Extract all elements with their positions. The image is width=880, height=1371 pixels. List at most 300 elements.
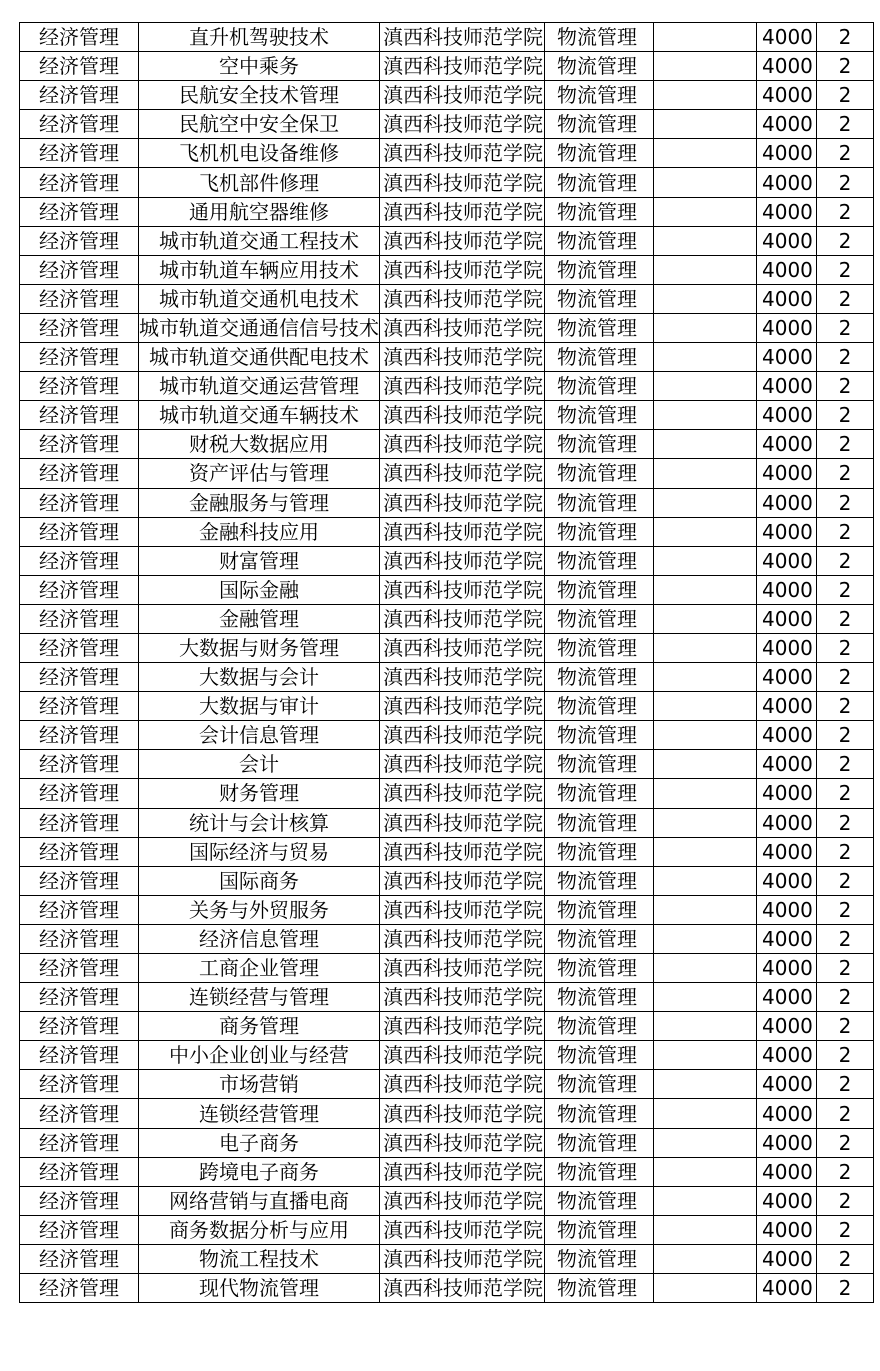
- fee-cell: 4000: [757, 721, 817, 750]
- blank-cell: [654, 546, 757, 575]
- fee-cell: 4000: [757, 692, 817, 721]
- major-cell: 财税大数据应用: [139, 430, 380, 459]
- school-cell: 滇西科技师范学院: [380, 23, 545, 52]
- fee-cell: 4000: [757, 983, 817, 1012]
- blank-cell: [654, 954, 757, 983]
- fee-cell: 4000: [757, 313, 817, 342]
- sub-major-cell: 物流管理: [545, 52, 654, 81]
- years-cell: 2: [817, 226, 874, 255]
- table-row: [20, 459, 874, 488]
- table-row: [20, 488, 874, 517]
- category-cell: 经济管理: [20, 110, 139, 139]
- blank-cell: [654, 372, 757, 401]
- sub-major-cell: 物流管理: [545, 1157, 654, 1186]
- category-cell: 经济管理: [20, 546, 139, 575]
- fee-cell: 4000: [757, 866, 817, 895]
- blank-cell: [654, 81, 757, 110]
- category-cell: 经济管理: [20, 721, 139, 750]
- fee-cell: 4000: [757, 517, 817, 546]
- school-cell: 滇西科技师范学院: [380, 110, 545, 139]
- years-cell: 2: [817, 1099, 874, 1128]
- years-cell: 2: [817, 1128, 874, 1157]
- fee-cell: 4000: [757, 895, 817, 924]
- years-cell: 2: [817, 284, 874, 313]
- major-cell: 国际经济与贸易: [139, 837, 380, 866]
- blank-cell: [654, 139, 757, 168]
- years-cell: 2: [817, 663, 874, 692]
- fee-cell: 4000: [757, 343, 817, 372]
- category-cell: 经济管理: [20, 779, 139, 808]
- school-cell: 滇西科技师范学院: [380, 721, 545, 750]
- major-cell: 飞机部件修理: [139, 168, 380, 197]
- years-cell: 2: [817, 52, 874, 81]
- table-row: [20, 343, 874, 372]
- table-row: [20, 954, 874, 983]
- school-cell: 滇西科技师范学院: [380, 255, 545, 284]
- table-row: [20, 895, 874, 924]
- years-cell: 2: [817, 430, 874, 459]
- school-cell: 滇西科技师范学院: [380, 663, 545, 692]
- category-cell: 经济管理: [20, 313, 139, 342]
- major-cell: 连锁经营与管理: [139, 983, 380, 1012]
- school-cell: 滇西科技师范学院: [380, 750, 545, 779]
- fee-cell: 4000: [757, 284, 817, 313]
- major-cell: 金融科技应用: [139, 517, 380, 546]
- category-cell: 经济管理: [20, 1099, 139, 1128]
- sub-major-cell: 物流管理: [545, 1099, 654, 1128]
- blank-cell: [654, 226, 757, 255]
- table-row: [20, 23, 874, 52]
- sub-major-cell: 物流管理: [545, 779, 654, 808]
- major-cell: 会计信息管理: [139, 721, 380, 750]
- table-row: [20, 924, 874, 953]
- fee-cell: 4000: [757, 197, 817, 226]
- fee-cell: 4000: [757, 81, 817, 110]
- major-cell: 直升机驾驶技术: [139, 23, 380, 52]
- major-cell: 大数据与审计: [139, 692, 380, 721]
- category-cell: 经济管理: [20, 459, 139, 488]
- sub-major-cell: 物流管理: [545, 1012, 654, 1041]
- years-cell: 2: [817, 1041, 874, 1070]
- school-cell: 滇西科技师范学院: [380, 197, 545, 226]
- sub-major-cell: 物流管理: [545, 1215, 654, 1244]
- category-cell: 经济管理: [20, 401, 139, 430]
- blank-cell: [654, 983, 757, 1012]
- blank-cell: [654, 750, 757, 779]
- sub-major-cell: 物流管理: [545, 808, 654, 837]
- school-cell: 滇西科技师范学院: [380, 1157, 545, 1186]
- fee-cell: 4000: [757, 633, 817, 662]
- fee-cell: 4000: [757, 372, 817, 401]
- fee-cell: 4000: [757, 546, 817, 575]
- years-cell: 2: [817, 837, 874, 866]
- years-cell: 2: [817, 1274, 874, 1303]
- major-cell: 经济信息管理: [139, 924, 380, 953]
- years-cell: 2: [817, 517, 874, 546]
- category-cell: 经济管理: [20, 517, 139, 546]
- table-row: [20, 284, 874, 313]
- fee-cell: 4000: [757, 663, 817, 692]
- major-cell: 大数据与会计: [139, 663, 380, 692]
- school-cell: 滇西科技师范学院: [380, 808, 545, 837]
- table-row: [20, 313, 874, 342]
- blank-cell: [654, 633, 757, 662]
- school-cell: 滇西科技师范学院: [380, 168, 545, 197]
- blank-cell: [654, 1186, 757, 1215]
- school-cell: 滇西科技师范学院: [380, 226, 545, 255]
- category-cell: 经济管理: [20, 430, 139, 459]
- fee-cell: 4000: [757, 750, 817, 779]
- category-cell: 经济管理: [20, 954, 139, 983]
- major-cell: 民航空中安全保卫: [139, 110, 380, 139]
- years-cell: 2: [817, 808, 874, 837]
- years-cell: 2: [817, 604, 874, 633]
- school-cell: 滇西科技师范学院: [380, 866, 545, 895]
- school-cell: 滇西科技师范学院: [380, 488, 545, 517]
- fee-cell: 4000: [757, 52, 817, 81]
- enrollment-table-body: [20, 23, 874, 1303]
- school-cell: 滇西科技师范学院: [380, 313, 545, 342]
- table-row: [20, 517, 874, 546]
- major-cell: 城市轨道交通机电技术: [139, 284, 380, 313]
- category-cell: 经济管理: [20, 139, 139, 168]
- sub-major-cell: 物流管理: [545, 983, 654, 1012]
- years-cell: 2: [817, 1157, 874, 1186]
- sub-major-cell: 物流管理: [545, 895, 654, 924]
- table-row: [20, 1128, 874, 1157]
- major-cell: 商务管理: [139, 1012, 380, 1041]
- sub-major-cell: 物流管理: [545, 23, 654, 52]
- sub-major-cell: 物流管理: [545, 226, 654, 255]
- table-row: [20, 808, 874, 837]
- major-cell: 大数据与财务管理: [139, 633, 380, 662]
- sub-major-cell: 物流管理: [545, 284, 654, 313]
- table-row: [20, 1099, 874, 1128]
- sub-major-cell: 物流管理: [545, 866, 654, 895]
- major-cell: 国际商务: [139, 866, 380, 895]
- school-cell: 滇西科技师范学院: [380, 837, 545, 866]
- major-cell: 跨境电子商务: [139, 1157, 380, 1186]
- category-cell: 经济管理: [20, 808, 139, 837]
- blank-cell: [654, 692, 757, 721]
- fee-cell: 4000: [757, 139, 817, 168]
- table-row: [20, 1070, 874, 1099]
- major-cell: 城市轨道交通通信信号技术: [139, 313, 380, 342]
- school-cell: 滇西科技师范学院: [380, 924, 545, 953]
- major-cell: 国际金融: [139, 575, 380, 604]
- category-cell: 经济管理: [20, 983, 139, 1012]
- school-cell: 滇西科技师范学院: [380, 983, 545, 1012]
- years-cell: 2: [817, 692, 874, 721]
- fee-cell: 4000: [757, 779, 817, 808]
- major-cell: 资产评估与管理: [139, 459, 380, 488]
- sub-major-cell: 物流管理: [545, 401, 654, 430]
- sub-major-cell: 物流管理: [545, 721, 654, 750]
- sub-major-cell: 物流管理: [545, 1274, 654, 1303]
- school-cell: 滇西科技师范学院: [380, 52, 545, 81]
- blank-cell: [654, 459, 757, 488]
- table-row: [20, 837, 874, 866]
- blank-cell: [654, 1157, 757, 1186]
- fee-cell: 4000: [757, 168, 817, 197]
- sub-major-cell: 物流管理: [545, 168, 654, 197]
- major-cell: 飞机机电设备维修: [139, 139, 380, 168]
- major-cell: 城市轨道交通供配电技术: [139, 343, 380, 372]
- category-cell: 经济管理: [20, 663, 139, 692]
- school-cell: 滇西科技师范学院: [380, 1099, 545, 1128]
- blank-cell: [654, 23, 757, 52]
- table-row: [20, 430, 874, 459]
- major-cell: 城市轨道交通运营管理: [139, 372, 380, 401]
- major-cell: 中小企业创业与经营: [139, 1041, 380, 1070]
- years-cell: 2: [817, 1244, 874, 1273]
- blank-cell: [654, 866, 757, 895]
- blank-cell: [654, 575, 757, 604]
- blank-cell: [654, 1244, 757, 1273]
- blank-cell: [654, 197, 757, 226]
- category-cell: 经济管理: [20, 924, 139, 953]
- sub-major-cell: 物流管理: [545, 924, 654, 953]
- category-cell: 经济管理: [20, 866, 139, 895]
- fee-cell: 4000: [757, 837, 817, 866]
- table-row: [20, 721, 874, 750]
- fee-cell: 4000: [757, 226, 817, 255]
- blank-cell: [654, 430, 757, 459]
- category-cell: 经济管理: [20, 895, 139, 924]
- category-cell: 经济管理: [20, 81, 139, 110]
- school-cell: 滇西科技师范学院: [380, 633, 545, 662]
- fee-cell: 4000: [757, 255, 817, 284]
- fee-cell: 4000: [757, 1012, 817, 1041]
- category-cell: 经济管理: [20, 168, 139, 197]
- years-cell: 2: [817, 924, 874, 953]
- years-cell: 2: [817, 779, 874, 808]
- fee-cell: 4000: [757, 23, 817, 52]
- school-cell: 滇西科技师范学院: [380, 604, 545, 633]
- sub-major-cell: 物流管理: [545, 750, 654, 779]
- sub-major-cell: 物流管理: [545, 1070, 654, 1099]
- school-cell: 滇西科技师范学院: [380, 1186, 545, 1215]
- blank-cell: [654, 808, 757, 837]
- years-cell: 2: [817, 255, 874, 284]
- major-cell: 城市轨道交通车辆技术: [139, 401, 380, 430]
- blank-cell: [654, 1012, 757, 1041]
- major-cell: 会计: [139, 750, 380, 779]
- school-cell: 滇西科技师范学院: [380, 546, 545, 575]
- blank-cell: [654, 517, 757, 546]
- table-row: [20, 1157, 874, 1186]
- fee-cell: 4000: [757, 924, 817, 953]
- major-cell: 通用航空器维修: [139, 197, 380, 226]
- blank-cell: [654, 779, 757, 808]
- category-cell: 经济管理: [20, 1070, 139, 1099]
- table-row: [20, 575, 874, 604]
- blank-cell: [654, 924, 757, 953]
- school-cell: 滇西科技师范学院: [380, 139, 545, 168]
- table-row: [20, 81, 874, 110]
- category-cell: 经济管理: [20, 226, 139, 255]
- major-cell: 金融服务与管理: [139, 488, 380, 517]
- blank-cell: [654, 284, 757, 313]
- category-cell: 经济管理: [20, 1186, 139, 1215]
- category-cell: 经济管理: [20, 255, 139, 284]
- sub-major-cell: 物流管理: [545, 81, 654, 110]
- blank-cell: [654, 488, 757, 517]
- fee-cell: 4000: [757, 1186, 817, 1215]
- category-cell: 经济管理: [20, 1041, 139, 1070]
- years-cell: 2: [817, 488, 874, 517]
- fee-cell: 4000: [757, 401, 817, 430]
- fee-cell: 4000: [757, 1274, 817, 1303]
- fee-cell: 4000: [757, 110, 817, 139]
- years-cell: 2: [817, 372, 874, 401]
- sub-major-cell: 物流管理: [545, 663, 654, 692]
- sub-major-cell: 物流管理: [545, 1186, 654, 1215]
- blank-cell: [654, 168, 757, 197]
- years-cell: 2: [817, 721, 874, 750]
- years-cell: 2: [817, 1070, 874, 1099]
- school-cell: 滇西科技师范学院: [380, 517, 545, 546]
- table-row: [20, 604, 874, 633]
- category-cell: 经济管理: [20, 604, 139, 633]
- sub-major-cell: 物流管理: [545, 954, 654, 983]
- table-row: [20, 750, 874, 779]
- table-row: [20, 226, 874, 255]
- blank-cell: [654, 313, 757, 342]
- category-cell: 经济管理: [20, 1128, 139, 1157]
- major-cell: 现代物流管理: [139, 1274, 380, 1303]
- sub-major-cell: 物流管理: [545, 633, 654, 662]
- table-row: [20, 110, 874, 139]
- school-cell: 滇西科技师范学院: [380, 1012, 545, 1041]
- sub-major-cell: 物流管理: [545, 459, 654, 488]
- table-row: [20, 546, 874, 575]
- blank-cell: [654, 52, 757, 81]
- table-row: [20, 692, 874, 721]
- fee-cell: 4000: [757, 1128, 817, 1157]
- blank-cell: [654, 837, 757, 866]
- years-cell: 2: [817, 1215, 874, 1244]
- blank-cell: [654, 1070, 757, 1099]
- sub-major-cell: 物流管理: [545, 313, 654, 342]
- sub-major-cell: 物流管理: [545, 343, 654, 372]
- category-cell: 经济管理: [20, 23, 139, 52]
- fee-cell: 4000: [757, 604, 817, 633]
- table-row: [20, 139, 874, 168]
- school-cell: 滇西科技师范学院: [380, 372, 545, 401]
- years-cell: 2: [817, 313, 874, 342]
- years-cell: 2: [817, 401, 874, 430]
- category-cell: 经济管理: [20, 1157, 139, 1186]
- major-cell: 财富管理: [139, 546, 380, 575]
- years-cell: 2: [817, 954, 874, 983]
- category-cell: 经济管理: [20, 52, 139, 81]
- table-row: [20, 1274, 874, 1303]
- table-row: [20, 168, 874, 197]
- school-cell: 滇西科技师范学院: [380, 81, 545, 110]
- blank-cell: [654, 1099, 757, 1128]
- fee-cell: 4000: [757, 459, 817, 488]
- table-row: [20, 52, 874, 81]
- sub-major-cell: 物流管理: [545, 430, 654, 459]
- sub-major-cell: 物流管理: [545, 197, 654, 226]
- major-cell: 商务数据分析与应用: [139, 1215, 380, 1244]
- sub-major-cell: 物流管理: [545, 255, 654, 284]
- major-cell: 连锁经营管理: [139, 1099, 380, 1128]
- years-cell: 2: [817, 895, 874, 924]
- years-cell: 2: [817, 1012, 874, 1041]
- years-cell: 2: [817, 168, 874, 197]
- school-cell: 滇西科技师范学院: [380, 401, 545, 430]
- table-row: [20, 1041, 874, 1070]
- blank-cell: [654, 663, 757, 692]
- major-cell: 金融管理: [139, 604, 380, 633]
- table-row: [20, 1186, 874, 1215]
- major-cell: 城市轨道车辆应用技术: [139, 255, 380, 284]
- category-cell: 经济管理: [20, 197, 139, 226]
- blank-cell: [654, 255, 757, 284]
- school-cell: 滇西科技师范学院: [380, 459, 545, 488]
- major-cell: 空中乘务: [139, 52, 380, 81]
- years-cell: 2: [817, 23, 874, 52]
- table-row: [20, 663, 874, 692]
- sub-major-cell: 物流管理: [545, 1041, 654, 1070]
- table-row: [20, 779, 874, 808]
- sub-major-cell: 物流管理: [545, 604, 654, 633]
- school-cell: 滇西科技师范学院: [380, 895, 545, 924]
- fee-cell: 4000: [757, 1099, 817, 1128]
- category-cell: 经济管理: [20, 343, 139, 372]
- years-cell: 2: [817, 633, 874, 662]
- major-cell: 工商企业管理: [139, 954, 380, 983]
- years-cell: 2: [817, 750, 874, 779]
- table-row: [20, 197, 874, 226]
- years-cell: 2: [817, 866, 874, 895]
- school-cell: 滇西科技师范学院: [380, 1128, 545, 1157]
- category-cell: 经济管理: [20, 692, 139, 721]
- sub-major-cell: 物流管理: [545, 139, 654, 168]
- years-cell: 2: [817, 1186, 874, 1215]
- years-cell: 2: [817, 546, 874, 575]
- blank-cell: [654, 1215, 757, 1244]
- school-cell: 滇西科技师范学院: [380, 343, 545, 372]
- years-cell: 2: [817, 459, 874, 488]
- category-cell: 经济管理: [20, 575, 139, 604]
- category-cell: 经济管理: [20, 1274, 139, 1303]
- sub-major-cell: 物流管理: [545, 517, 654, 546]
- years-cell: 2: [817, 110, 874, 139]
- major-cell: 财务管理: [139, 779, 380, 808]
- sub-major-cell: 物流管理: [545, 837, 654, 866]
- school-cell: 滇西科技师范学院: [380, 1274, 545, 1303]
- blank-cell: [654, 1128, 757, 1157]
- school-cell: 滇西科技师范学院: [380, 284, 545, 313]
- sub-major-cell: 物流管理: [545, 575, 654, 604]
- table-row: [20, 255, 874, 284]
- table-row: [20, 1012, 874, 1041]
- years-cell: 2: [817, 139, 874, 168]
- category-cell: 经济管理: [20, 284, 139, 313]
- major-cell: 物流工程技术: [139, 1244, 380, 1273]
- sub-major-cell: 物流管理: [545, 1128, 654, 1157]
- blank-cell: [654, 1274, 757, 1303]
- table-row: [20, 866, 874, 895]
- table-row: [20, 1244, 874, 1273]
- blank-cell: [654, 721, 757, 750]
- major-cell: 城市轨道交通工程技术: [139, 226, 380, 255]
- table-row: [20, 401, 874, 430]
- years-cell: 2: [817, 983, 874, 1012]
